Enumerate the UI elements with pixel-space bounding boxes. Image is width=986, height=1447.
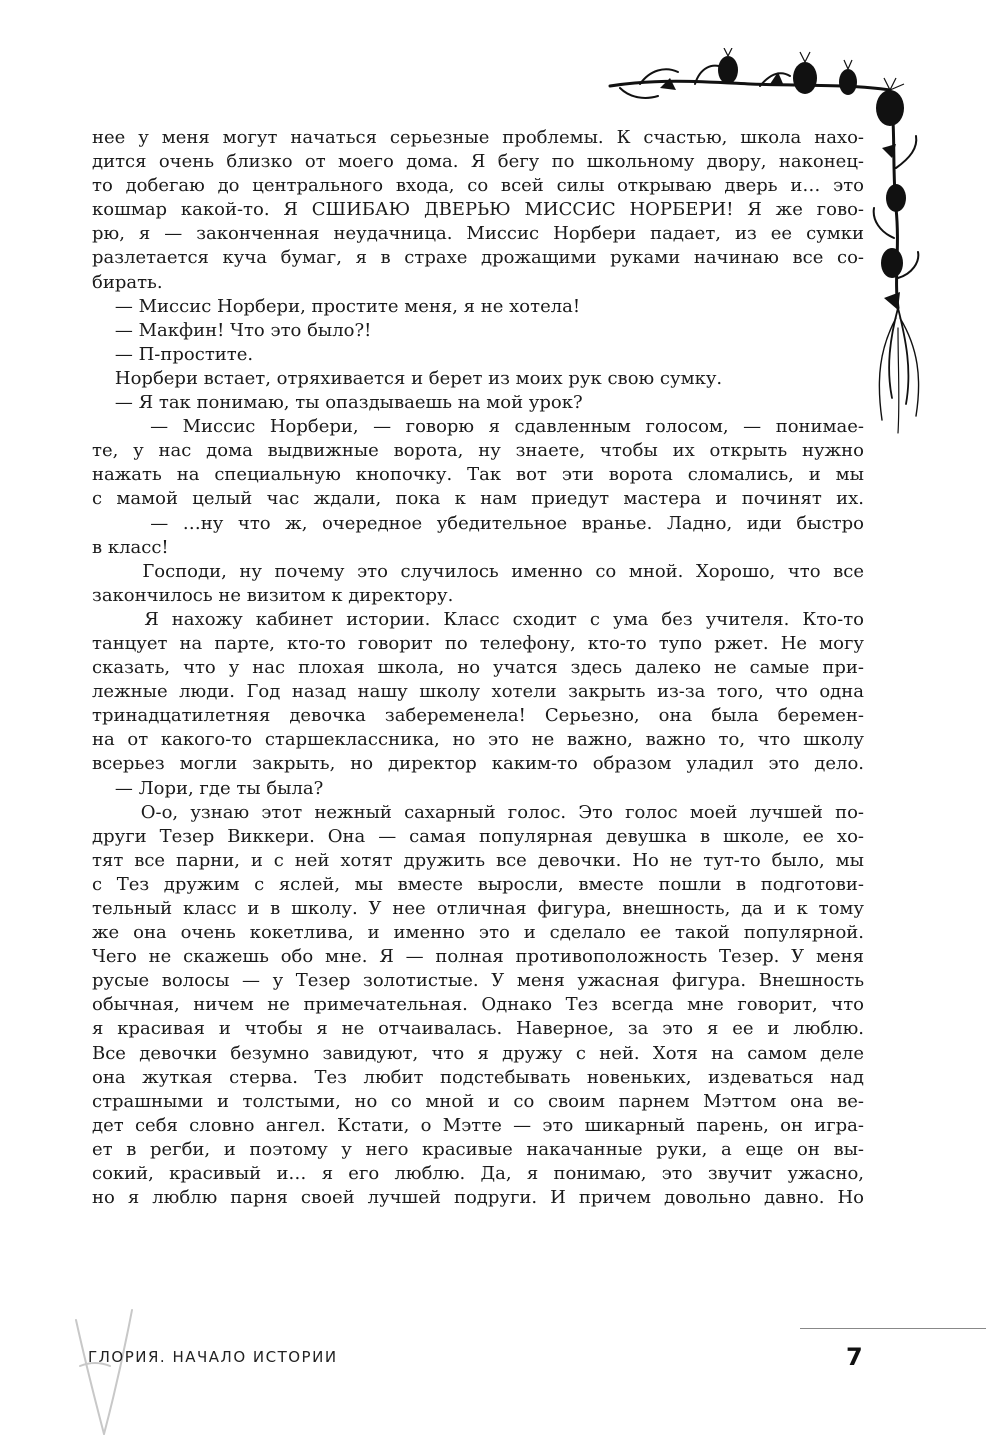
text-line: — Лори, где ты была? (92, 777, 324, 799)
v-mark-icon (70, 1306, 140, 1441)
text-line: с Тез дружим с яслей, мы вместе выросли, вместе пошли в подготови- (92, 873, 864, 895)
text-line: — Миссис Норбери, — говорю я сдавленным голосом, — понимае- (92, 416, 864, 438)
text-line: лежные люди. Год назад нашу школу хотели закрыть из-за того, что одна (92, 681, 864, 703)
text-line: дится очень близко от моего дома. Я бегу по школьному двору, наконец- (92, 151, 864, 173)
text-line: Все девочки безумно завидуют, что я дружу с ней. Хотя на самом деле (92, 1042, 864, 1064)
text-line: разлетается куча бумаг, я в страхе дрожащими руками начинаю все со- (92, 247, 864, 269)
text-line: я красивая и чтобы я не отчаивалась. Наверное, за это я ее и люблю. (92, 1018, 864, 1040)
text-line: О-о, узнаю этот нежный сахарный голос. Это голос моей лучшей по- (92, 801, 864, 823)
text-line: кошмар какой-то. Я СШИБАЮ ДВЕРЬЮ МИССИС НОРБЕРИ! Я же гово- (92, 199, 864, 221)
text-line: обычная, ничем не примечательная. Однако Тез всегда мне говорит, что (92, 994, 864, 1016)
text-line: — Я так понимаю, ты опаздываешь на мой урок? (92, 392, 583, 414)
text-line: Я нахожу кабинет истории. Класс сходит с ума без учителя. Кто-то (92, 608, 864, 630)
text-line: то добегаю до центрального входа, со всей силы открываю дверь и… это (92, 175, 864, 197)
text-line: всерьез могли закрыть, но директор каким-то образом уладил это дело. (92, 753, 864, 775)
text-line: дет себя словно ангел. Кстати, о Мэтте — это шикарный парень, он игра- (92, 1114, 864, 1136)
text-line: русые волосы — у Тезер золотистые. У меня ужасная фигура. Внешность (92, 970, 864, 992)
text-line: с мамой целый час ждали, пока к нам приедут мастера и починят их. (92, 488, 864, 510)
text-line: на от какого-то старшеклассника, но это не важно, важно то, что школу (92, 729, 864, 751)
text-line: же она очень кокетлива, и именно это и сделало ее такой популярной. (92, 922, 864, 944)
footer-rule (800, 1328, 986, 1329)
text-line: сокий, красивый и… я его люблю. Да, я понимаю, это звучит ужасно, (92, 1163, 864, 1185)
text-line: ет в регби, и поэтому у него красивые накачанные руки, а еще он вы- (92, 1138, 864, 1160)
text-line: бирать. (92, 271, 163, 293)
text-line: она жуткая стерва. Тез любит подстебывать новеньких, издеваться над (92, 1066, 864, 1088)
text-line: страшными и толстыми, но со мной и со своим парнем Мэттом она ве- (92, 1090, 864, 1112)
text-line: закончилось не визитом к директору. (92, 584, 454, 606)
text-line: тринадцатилетняя девочка забеременела! Серьезно, она была беремен- (92, 705, 864, 727)
text-line: — П-простите. (92, 343, 254, 365)
text-line: тят все парни, и с ней хотят дружить все девочки. Но не тут-то было, мы (92, 849, 864, 871)
text-line: Господи, ну почему это случилось именно со мной. Хорошо, что все (92, 560, 864, 582)
text-line: сказать, что у нас плохая школа, но учатся здесь далеко не самые при- (92, 657, 864, 679)
body-text (92, 126, 864, 1210)
text-line: — …ну что ж, очередное убедительное вранье. Ладно, иди быстро (92, 512, 864, 534)
text-line: — Миссис Норбери, простите меня, я не хотела! (92, 295, 581, 317)
text-line: тельный класс и в школу. У нее отличная фигура, внешность, да и к тому (92, 898, 864, 919)
running-footer-title: ГЛОРИЯ. НАЧАЛО ИСТОРИИ (88, 1348, 338, 1366)
text-line: те, у нас дома выдвижные ворота, ну знаете, чтобы их открыть нужно (92, 440, 864, 462)
text-line: Норбери встает, отряхивается и берет из моих рук свою сумку. (92, 367, 723, 389)
page-number: 7 (846, 1343, 863, 1371)
text-line: Чего не скажешь обо мне. Я — полная противоположность Тезер. У меня (92, 946, 864, 968)
text-line: в класс! (92, 536, 169, 558)
text-line: нажать на специальную кнопочку. Так вот эти ворота сломались, и мы (92, 464, 864, 486)
text-line: — Макфин! Что это было?! (92, 319, 372, 341)
text-line: други Тезер Виккери. Она — самая популярная девушка в школе, ее хо- (92, 825, 864, 847)
text-line: танцует на парте, кто-то говорит по телефону, кто-то тупо ржет. Не могу (92, 632, 864, 654)
text-line: рю, я — законченная неудачница. Миссис Норбери падает, из ее сумки (92, 223, 864, 245)
text-line: но я люблю парня своей лучшей подруги. И причем довольно давно. Но (92, 1187, 864, 1209)
text-line: нее у меня могут начаться серьезные проблемы. К счастью, школа нахо- (92, 127, 864, 148)
